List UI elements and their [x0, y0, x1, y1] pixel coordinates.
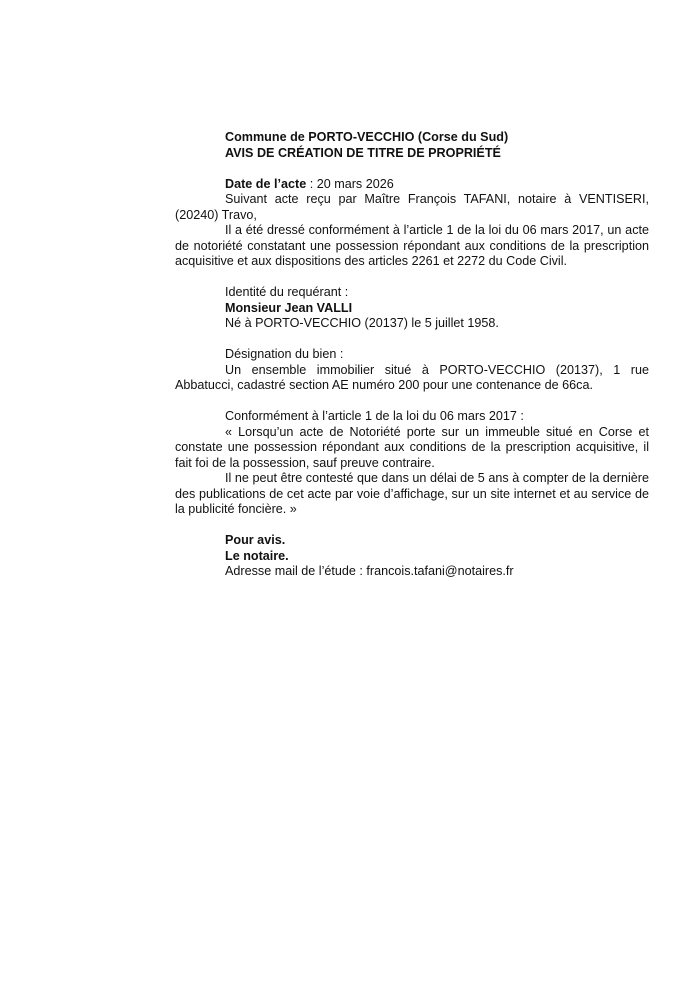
acte-date-sep: : [306, 176, 317, 191]
requerant-name: Monsieur Jean VALLI [225, 300, 353, 315]
loi-quote-1: « Lorsqu’un acte de Notoriété porte sur un immeuble situé en Corse et constate une possession répondant aux conditions de la prescription acquisitive, il fait foi de la possession, sauf preuve contraire. [175, 424, 649, 470]
bien-label: Désignation du bien : [225, 347, 344, 361]
commune-heading: Commune de PORTO-VECCHIO (Corse du Sud) [225, 130, 509, 144]
notice-title: AVIS DE CRÉATION DE TITRE DE PROPRIÉTÉ [225, 145, 501, 160]
acte-date-label: Date de l’acte [225, 176, 307, 191]
spacer [175, 270, 649, 286]
spacer [175, 394, 649, 410]
acte-date-line [175, 177, 649, 193]
requerant-birth: Né à PORTO-VECCHIO (20137) le 5 juillet 1958. [225, 316, 499, 330]
notice-document [175, 130, 649, 580]
loi-quote-2: Il ne peut être contesté que dans un délai de 5 ans à compter de la dernière des publications de cet acte par voie d’affichage, sur un site internet et au service de la publicité foncière. » [175, 471, 649, 516]
suivant-paragraph: Suivant acte reçu par Maître François TAFANI, notaire à VENTISERI, (20240) Travo, [175, 192, 649, 222]
bien-description: Un ensemble immobilier situé à PORTO-VECCHIO (20137), 1 rue Abbatucci, cadastré section AE numéro 200 pour une contenance de 66ca. [175, 362, 649, 392]
spacer [175, 161, 649, 177]
email-line [175, 564, 649, 580]
spacer [175, 332, 649, 348]
spacer [175, 518, 649, 534]
loi-intro: Conformément à l’article 1 de la loi du 06 mars 2017 : [225, 409, 524, 423]
le-notaire: Le notaire. [225, 548, 289, 563]
dresse-paragraph: Il a été dressé conformément à l’article 1 de la loi du 06 mars 2017, un acte de notoriété constatant une possession répondant aux conditions de la prescription acquisitive et aux dispositions des articles 2261 et 2272 du Code Civil. [175, 223, 649, 268]
email-address[interactable]: francois.tafani@notaires.fr [366, 564, 514, 578]
requerant-label: Identité du requérant : [225, 285, 349, 299]
acte-date-value: 20 mars 2026 [316, 176, 394, 191]
pour-avis: Pour avis. [225, 533, 286, 547]
email-label: Adresse mail de l’étude : [225, 564, 367, 578]
